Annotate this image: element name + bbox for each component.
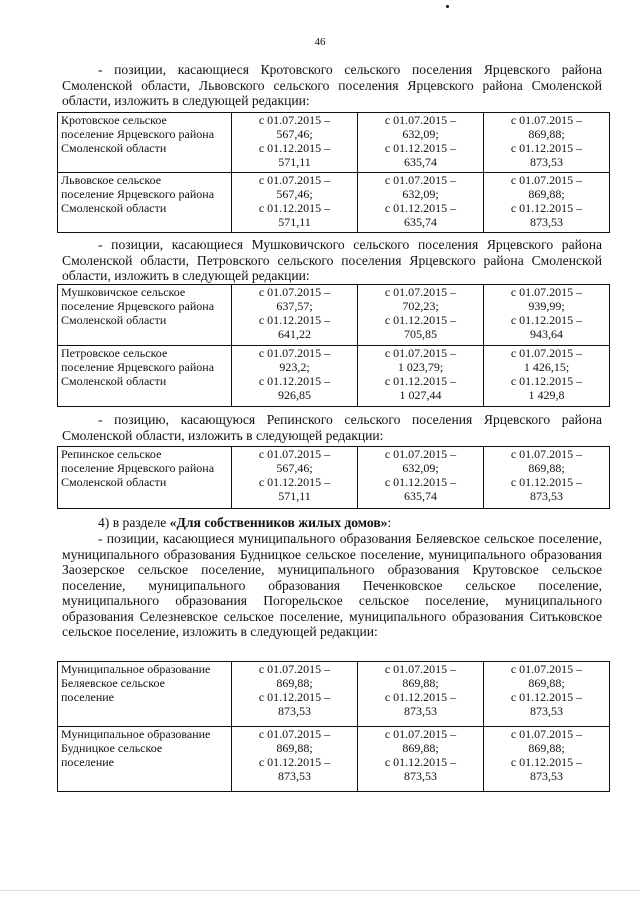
tariff-value-line: с 01.07.2015 – (384, 662, 457, 676)
tariff-value-line: с 01.07.2015 – (258, 346, 331, 360)
tariff-table-repino (57, 446, 610, 509)
paragraph-repino-intro (62, 412, 602, 443)
tariff-value-cell (358, 173, 484, 233)
section-4-heading (62, 515, 602, 531)
tariff-value-line: с 01.12.2015 – (258, 313, 331, 327)
scan-speck (446, 5, 449, 8)
tariff-value-line: с 01.12.2015 – (384, 475, 457, 489)
tariff-value-line: 873,53 (404, 769, 437, 783)
tariff-value-line: с 01.12.2015 – (384, 755, 457, 769)
settlement-name-line: Смоленской области (61, 475, 167, 489)
tariff-value-line: с 01.07.2015 – (510, 447, 583, 461)
tariff-value-line: с 01.12.2015 – (510, 374, 583, 388)
settlement-name-cell (58, 662, 232, 727)
tariff-value-cell (358, 285, 484, 346)
tariff-value-line: с 01.12.2015 – (510, 313, 583, 327)
settlement-name-line: Смоленской области (61, 141, 167, 155)
tariff-value-cell (484, 346, 610, 407)
tariff-value-line: 873,53 (530, 155, 563, 169)
paragraph-text: - позиции, касающиеся Мушковичского сельского поселения Ярцевского района Смоленской области, Петровского сельского поселения Ярцевского района Смоленской области, изложить в следующей редакции: (62, 237, 602, 283)
paragraph-mushkovichi-intro (62, 237, 602, 284)
tariff-table-mushkovichi (57, 284, 610, 407)
tariff-value-line: 873,53 (530, 704, 563, 718)
tariff-value-line: 1 426,15; (523, 360, 570, 374)
tariff-value-line: 873,53 (278, 704, 311, 718)
tariff-value-line: с 01.07.2015 – (258, 113, 331, 127)
tariff-value-cell (484, 727, 610, 792)
tariff-value-line: с 01.07.2015 – (510, 173, 583, 187)
tariff-value-line: 873,53 (530, 215, 563, 229)
tariff-value-line: с 01.12.2015 – (384, 313, 457, 327)
settlement-name-line: поселение (61, 690, 115, 704)
paragraph-text: - позиции, касающиеся муниципального образования Беляевское сельское поселение, муниципального образования Будницкое сельское поселение, муниципального образования Заозерское сельское поселение, муниципального образования Крутовское сельское поселение, муниципального образования Печенковское сельское поселение, муниципального образования Погорельское сельское поселение, муниципального образования Селезневское сельское поселение, муниципального образования Ситьковское сельское поселение, изложить в следующей редакции: (62, 531, 602, 639)
tariff-value-cell (232, 447, 358, 509)
settlement-name-line: поселение Ярцевского района (61, 127, 215, 141)
tariff-value-line: 632,09; (402, 187, 439, 201)
tariff-value-line: 869,88; (402, 741, 439, 755)
tariff-value-line: с 01.07.2015 – (384, 285, 457, 299)
settlement-name-cell (58, 173, 232, 233)
settlement-name-line: Львовское сельское (61, 173, 162, 187)
tariff-value-line: 702,23; (402, 299, 439, 313)
tariff-value-line: с 01.12.2015 – (258, 690, 331, 704)
tariff-value-line: 873,53 (278, 769, 311, 783)
tariff-value-line: с 01.12.2015 – (384, 141, 457, 155)
tariff-value-line: 637,57; (276, 299, 313, 313)
settlement-name-cell (58, 346, 232, 407)
tariff-value-line: 635,74 (404, 155, 437, 169)
settlement-name-line: Муниципальное образование (61, 662, 211, 676)
tariff-value-cell (232, 173, 358, 233)
table-row (58, 662, 610, 727)
tariff-value-cell (358, 727, 484, 792)
tariff-value-line: с 01.07.2015 – (510, 727, 583, 741)
tariff-value-cell (484, 447, 610, 509)
tariff-value-line: 567,46; (276, 461, 313, 475)
settlement-name-line: Репинское сельское (61, 447, 162, 461)
tariff-value-line: 632,09; (402, 127, 439, 141)
tariff-value-line: с 01.12.2015 – (258, 755, 331, 769)
tariff-value-line: с 01.12.2015 – (510, 141, 583, 155)
tariff-value-line: 567,46; (276, 187, 313, 201)
tariff-value-line: 869,88; (528, 187, 565, 201)
tariff-value-line: с 01.07.2015 – (510, 285, 583, 299)
tariff-value-cell (358, 346, 484, 407)
tariff-value-line: 873,53 (530, 489, 563, 503)
tariff-value-line: 1 429,8 (528, 388, 565, 402)
tariff-value-line: 869,88; (402, 676, 439, 690)
tariff-value-line: 571,11 (278, 215, 311, 229)
tariff-value-cell (484, 662, 610, 727)
page-number: 46 (314, 36, 326, 48)
tariff-table-belyaevskoe (57, 661, 610, 792)
paragraph-text: - позицию, касающуюся Репинского сельского поселения Ярцевского района Смоленской области, изложить в следующей редакции: (62, 412, 602, 443)
tariff-value-line: с 01.07.2015 – (384, 173, 457, 187)
tariff-value-line: 943,64 (530, 327, 563, 341)
tariff-value-line: с 01.07.2015 – (258, 662, 331, 676)
tariff-value-line: с 01.07.2015 – (384, 447, 457, 461)
section-4-prefix: 4) в разделе (98, 515, 170, 530)
tariff-value-line: 1 027,44 (399, 388, 442, 402)
settlement-name-line: Кротовское сельское (61, 113, 167, 127)
settlement-name-line: Петровское сельское (61, 346, 168, 360)
section-4-suffix: : (387, 515, 392, 530)
tariff-value-line: 869,88; (276, 741, 313, 755)
tariff-value-line: с 01.12.2015 – (510, 755, 583, 769)
tariff-value-line: с 01.12.2015 – (510, 201, 583, 215)
tariff-value-cell (232, 727, 358, 792)
settlement-name-cell (58, 285, 232, 346)
tariff-value-cell (484, 113, 610, 173)
tariff-value-line: с 01.12.2015 – (384, 690, 457, 704)
tariff-value-line: с 01.12.2015 – (384, 374, 457, 388)
tariff-value-line: 873,53 (530, 769, 563, 783)
tariff-value-line: 869,88; (528, 676, 565, 690)
table-row (58, 447, 610, 509)
settlement-name-line: поселение Ярцевского района (61, 461, 215, 475)
tariff-value-cell (232, 285, 358, 346)
section-4-title: «Для собственников жилых домов» (169, 515, 388, 530)
settlement-name-line: Муниципальное образование (61, 727, 211, 741)
tariff-value-line: с 01.07.2015 – (384, 727, 457, 741)
tariff-value-cell (232, 346, 358, 407)
page-edge-line (0, 890, 640, 891)
tariff-value-line: 869,88; (276, 676, 313, 690)
settlement-name-line: Будницкое сельское (61, 741, 163, 755)
tariff-value-line: 635,74 (404, 489, 437, 503)
tariff-value-line: с 01.07.2015 – (510, 113, 583, 127)
settlement-name-line: поселение Ярцевского района (61, 299, 215, 313)
tariff-value-cell (232, 662, 358, 727)
tariff-value-cell (358, 447, 484, 509)
paragraph-belyaevskoe-intro (62, 531, 602, 640)
tariff-value-line: с 01.12.2015 – (258, 374, 331, 388)
tariff-value-line: 567,46; (276, 127, 313, 141)
tariff-value-line: с 01.07.2015 – (258, 727, 331, 741)
settlement-name-cell (58, 113, 232, 173)
table-row (58, 173, 610, 233)
settlement-name-line: поселение Ярцевского района (61, 360, 215, 374)
paragraph-krotovskoe-intro (62, 62, 602, 109)
tariff-value-line: с 01.12.2015 – (258, 201, 331, 215)
tariff-value-line: 635,74 (404, 215, 437, 229)
tariff-value-cell (484, 285, 610, 346)
settlement-name-cell (58, 727, 232, 792)
table-row (58, 285, 610, 346)
tariff-value-line: с 01.07.2015 – (258, 285, 331, 299)
tariff-value-line: 705,85 (404, 327, 437, 341)
tariff-table-krotovskoe (57, 112, 610, 233)
settlement-name-line: Смоленской области (61, 313, 167, 327)
tariff-value-line: 632,09; (402, 461, 439, 475)
tariff-value-line: с 01.12.2015 – (258, 475, 331, 489)
tariff-value-line: с 01.07.2015 – (258, 447, 331, 461)
settlement-name-line: поселение Ярцевского района (61, 187, 215, 201)
table-row (58, 346, 610, 407)
tariff-value-cell (484, 173, 610, 233)
tariff-value-line: 869,88; (528, 127, 565, 141)
tariff-value-line: 869,88; (528, 741, 565, 755)
tariff-value-line: 926,85 (278, 388, 311, 402)
tariff-value-cell (358, 662, 484, 727)
tariff-value-line: с 01.07.2015 – (510, 662, 583, 676)
tariff-value-line: 641,22 (278, 327, 311, 341)
table-row (58, 113, 610, 173)
tariff-value-line: 1 023,79; (397, 360, 444, 374)
tariff-value-line: 869,88; (528, 461, 565, 475)
table-row (58, 727, 610, 792)
tariff-value-line: 939,99; (528, 299, 565, 313)
settlement-name-line: Беляевское сельское (61, 676, 165, 690)
tariff-value-cell (358, 113, 484, 173)
tariff-value-line: с 01.07.2015 – (384, 113, 457, 127)
tariff-value-line: с 01.07.2015 – (384, 346, 457, 360)
settlement-name-line: Мушковичское сельское (61, 285, 186, 299)
paragraph-text: - позиции, касающиеся Кротовского сельского поселения Ярцевского района Смоленской области, Львовского сельского поселения Ярцевского района Смоленской области, изложить в следующей редакции: (62, 62, 602, 108)
settlement-name-line: поселение (61, 755, 115, 769)
tariff-value-line: 923,2; (279, 360, 310, 374)
tariff-value-line: с 01.12.2015 – (384, 201, 457, 215)
settlement-name-cell (58, 447, 232, 509)
tariff-value-line: 873,53 (404, 704, 437, 718)
tariff-value-line: с 01.12.2015 – (510, 475, 583, 489)
tariff-value-line: с 01.07.2015 – (510, 346, 583, 360)
tariff-value-line: 571,11 (278, 155, 311, 169)
settlement-name-line: Смоленской области (61, 201, 167, 215)
settlement-name-line: Смоленской области (61, 374, 167, 388)
tariff-value-line: 571,11 (278, 489, 311, 503)
tariff-value-line: с 01.12.2015 – (258, 141, 331, 155)
tariff-value-line: с 01.07.2015 – (258, 173, 331, 187)
tariff-value-line: с 01.12.2015 – (510, 690, 583, 704)
tariff-value-cell (232, 113, 358, 173)
